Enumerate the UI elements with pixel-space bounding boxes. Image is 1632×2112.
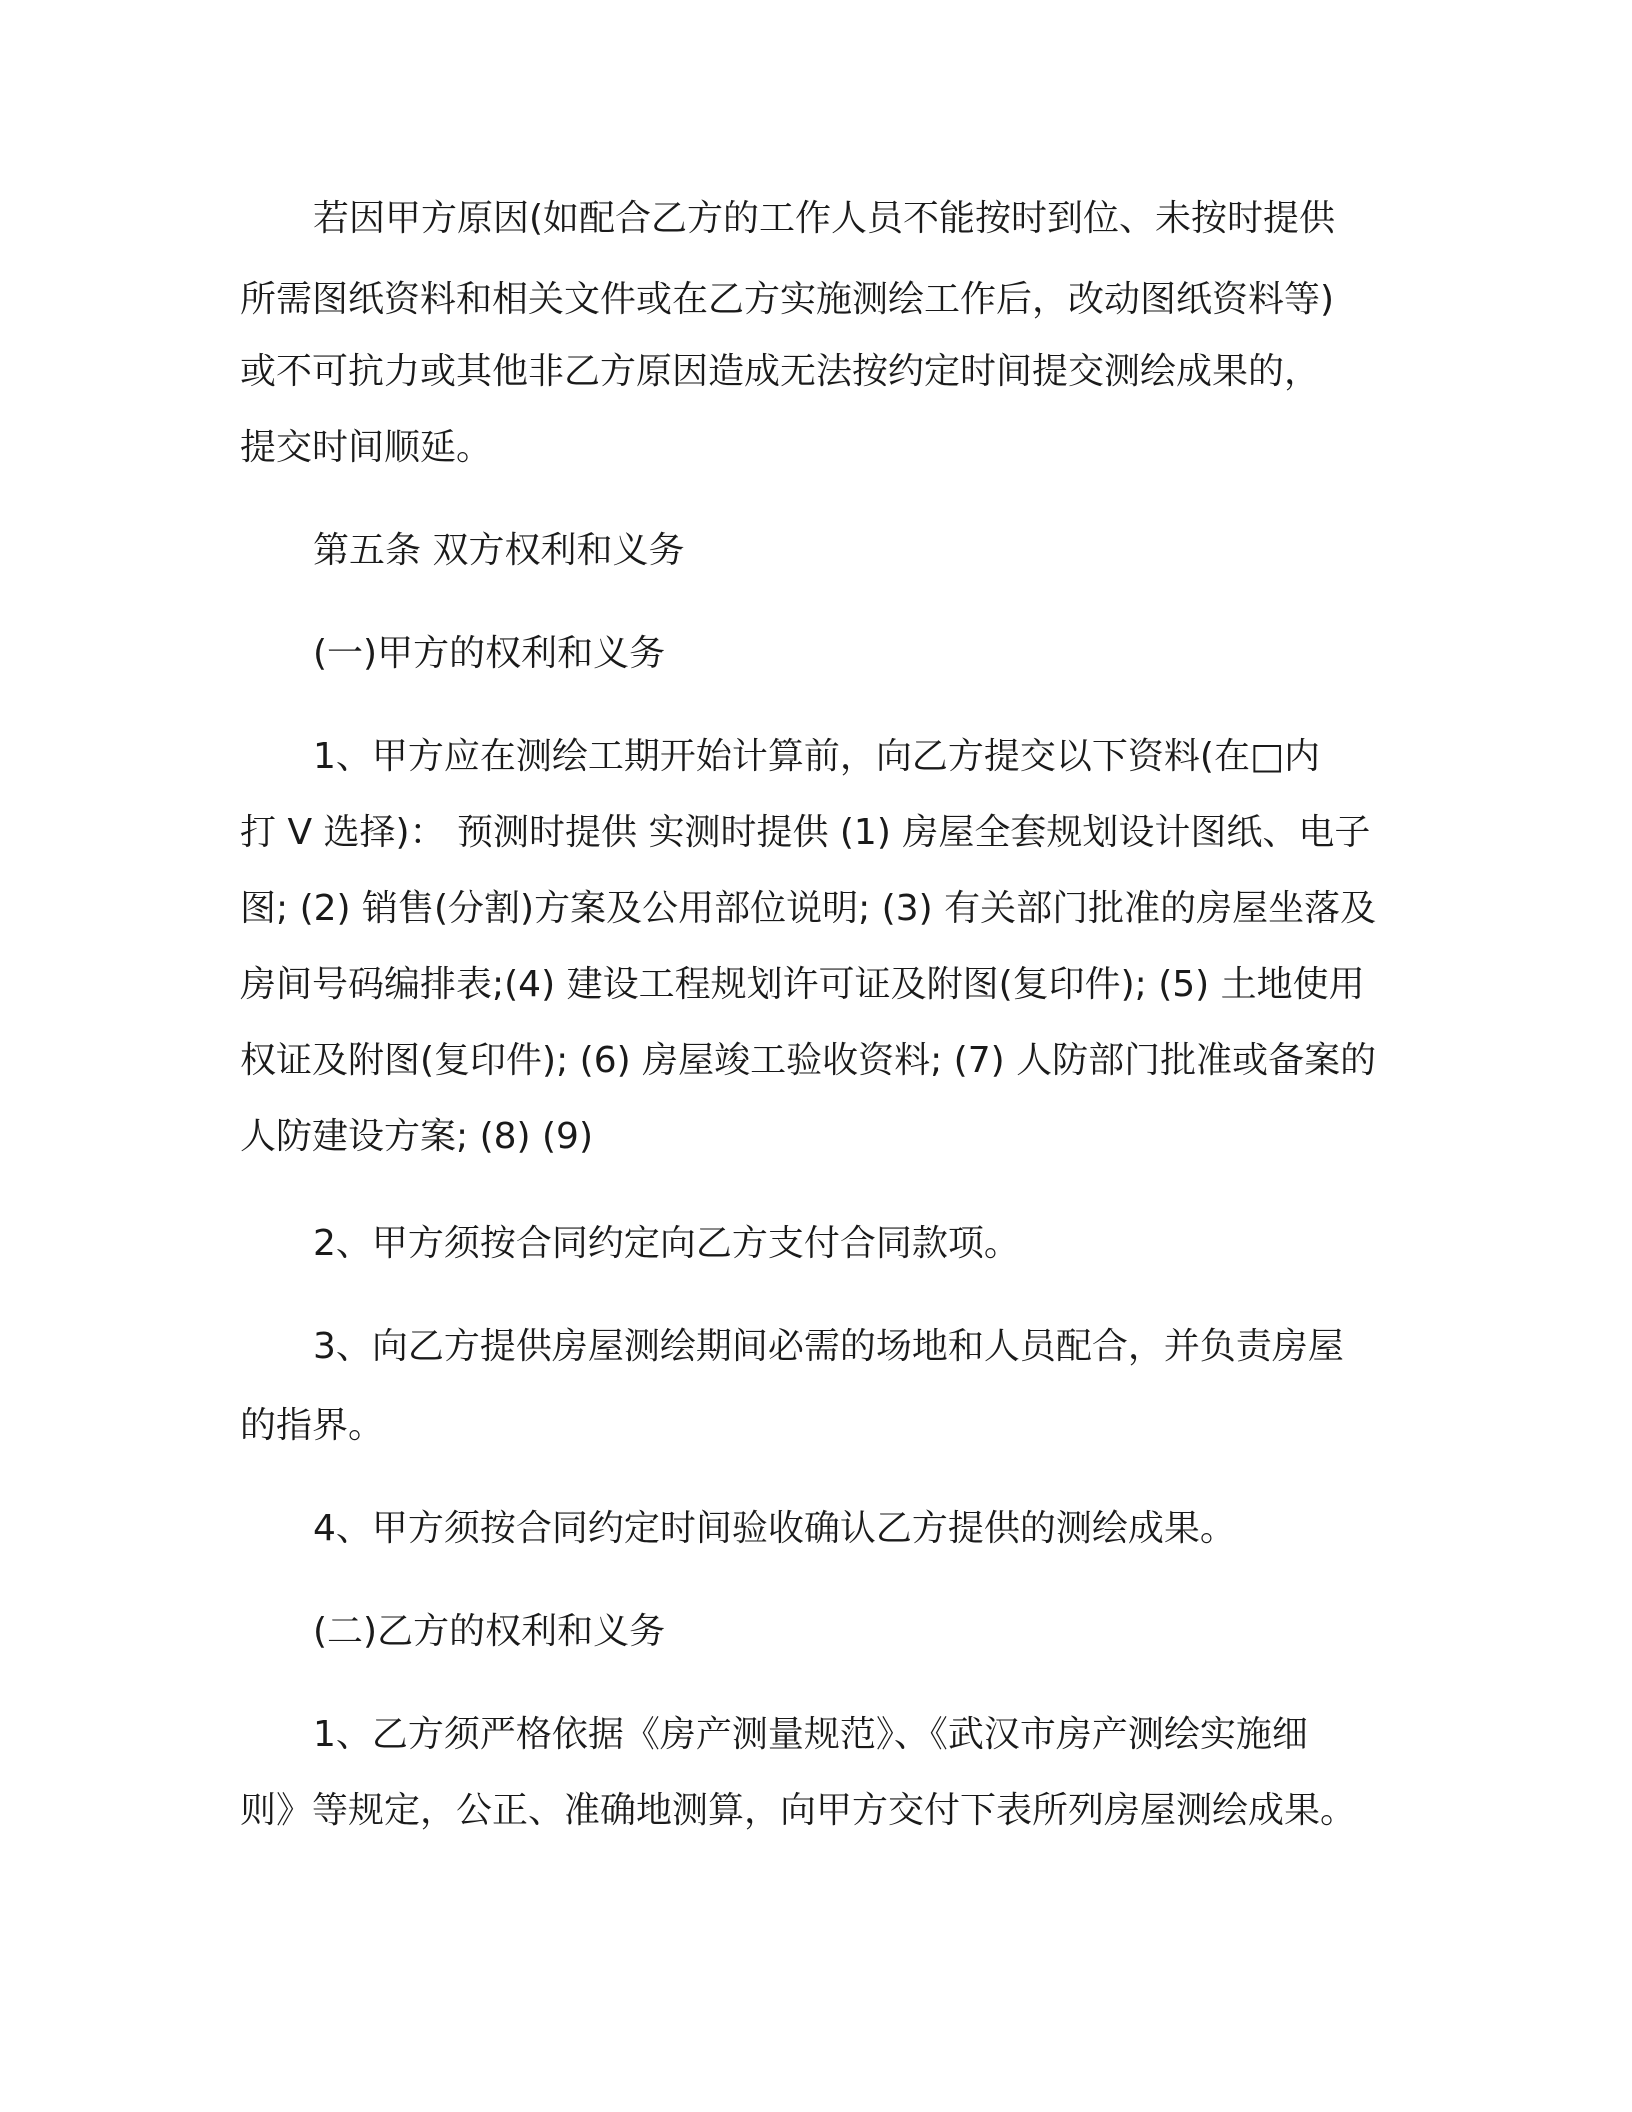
paragraph-delay-line-3: 或不可抗力或其他非乙方原因造成无法按约定时间提交测绘成果的， — [240, 351, 1321, 392]
party-b-item-1-line-2: 则》等规定，公正、准确地测算，向甲方交付下表所列房屋测绘成果。 — [240, 1790, 1357, 1831]
party-a-item-3-line-2: 的指界。 — [240, 1405, 385, 1446]
party-a-item-1-line-5: 权证及附图(复印件); (6) 房屋竣工验收资料; (7) 人防部门批准或备案的 — [240, 1040, 1377, 1081]
party-a-item-4: 4、甲方须按合同约定时间验收确认乙方提供的测绘成果。 — [313, 1508, 1236, 1549]
paragraph-delay-line-2: 所需图纸资料和相关文件或在乙方实施测绘工作后，改动图纸资料等) — [240, 279, 1335, 320]
paragraph-delay-line-4: 提交时间顺延。 — [240, 427, 493, 468]
section-party-b-heading: (二)乙方的权利和义务 — [313, 1611, 666, 1652]
party-a-item-2: 2、甲方须按合同约定向乙方支付合同款项。 — [313, 1223, 1020, 1264]
party-a-item-1-line-1: 1、甲方应在测绘工期开始计算前，向乙方提交以下资料(在□内 — [313, 736, 1320, 777]
party-a-item-1-line-3: 图; (2) 销售(分割)方案及公用部位说明; (3) 有关部门批准的房屋坐落及 — [240, 888, 1377, 929]
party-a-item-1-line-6: 人防建设方案; (8) (9) — [240, 1116, 594, 1157]
party-a-item-1-line-4: 房间号码编排表;(4) 建设工程规划许可证及附图(复印件); (5) 土地使用 — [240, 964, 1365, 1005]
article-five-heading: 第五条 双方权利和义务 — [313, 530, 685, 571]
paragraph-delay-line-1: 若因甲方原因(如配合乙方的工作人员不能按时到位、未按时提供 — [313, 198, 1336, 239]
section-party-a-heading: (一)甲方的权利和义务 — [313, 633, 666, 674]
party-b-item-1-line-1: 1、乙方须严格依据《房产测量规范》、《武汉市房产测绘实施细 — [313, 1714, 1308, 1755]
party-a-item-3-line-1: 3、向乙方提供房屋测绘期间必需的场地和人员配合，并负责房屋 — [313, 1326, 1344, 1367]
party-a-item-1-line-2: 打 V 选择)： 预测时提供 实测时提供 (1) 房屋全套规划设计图纸、电子 — [240, 812, 1371, 853]
